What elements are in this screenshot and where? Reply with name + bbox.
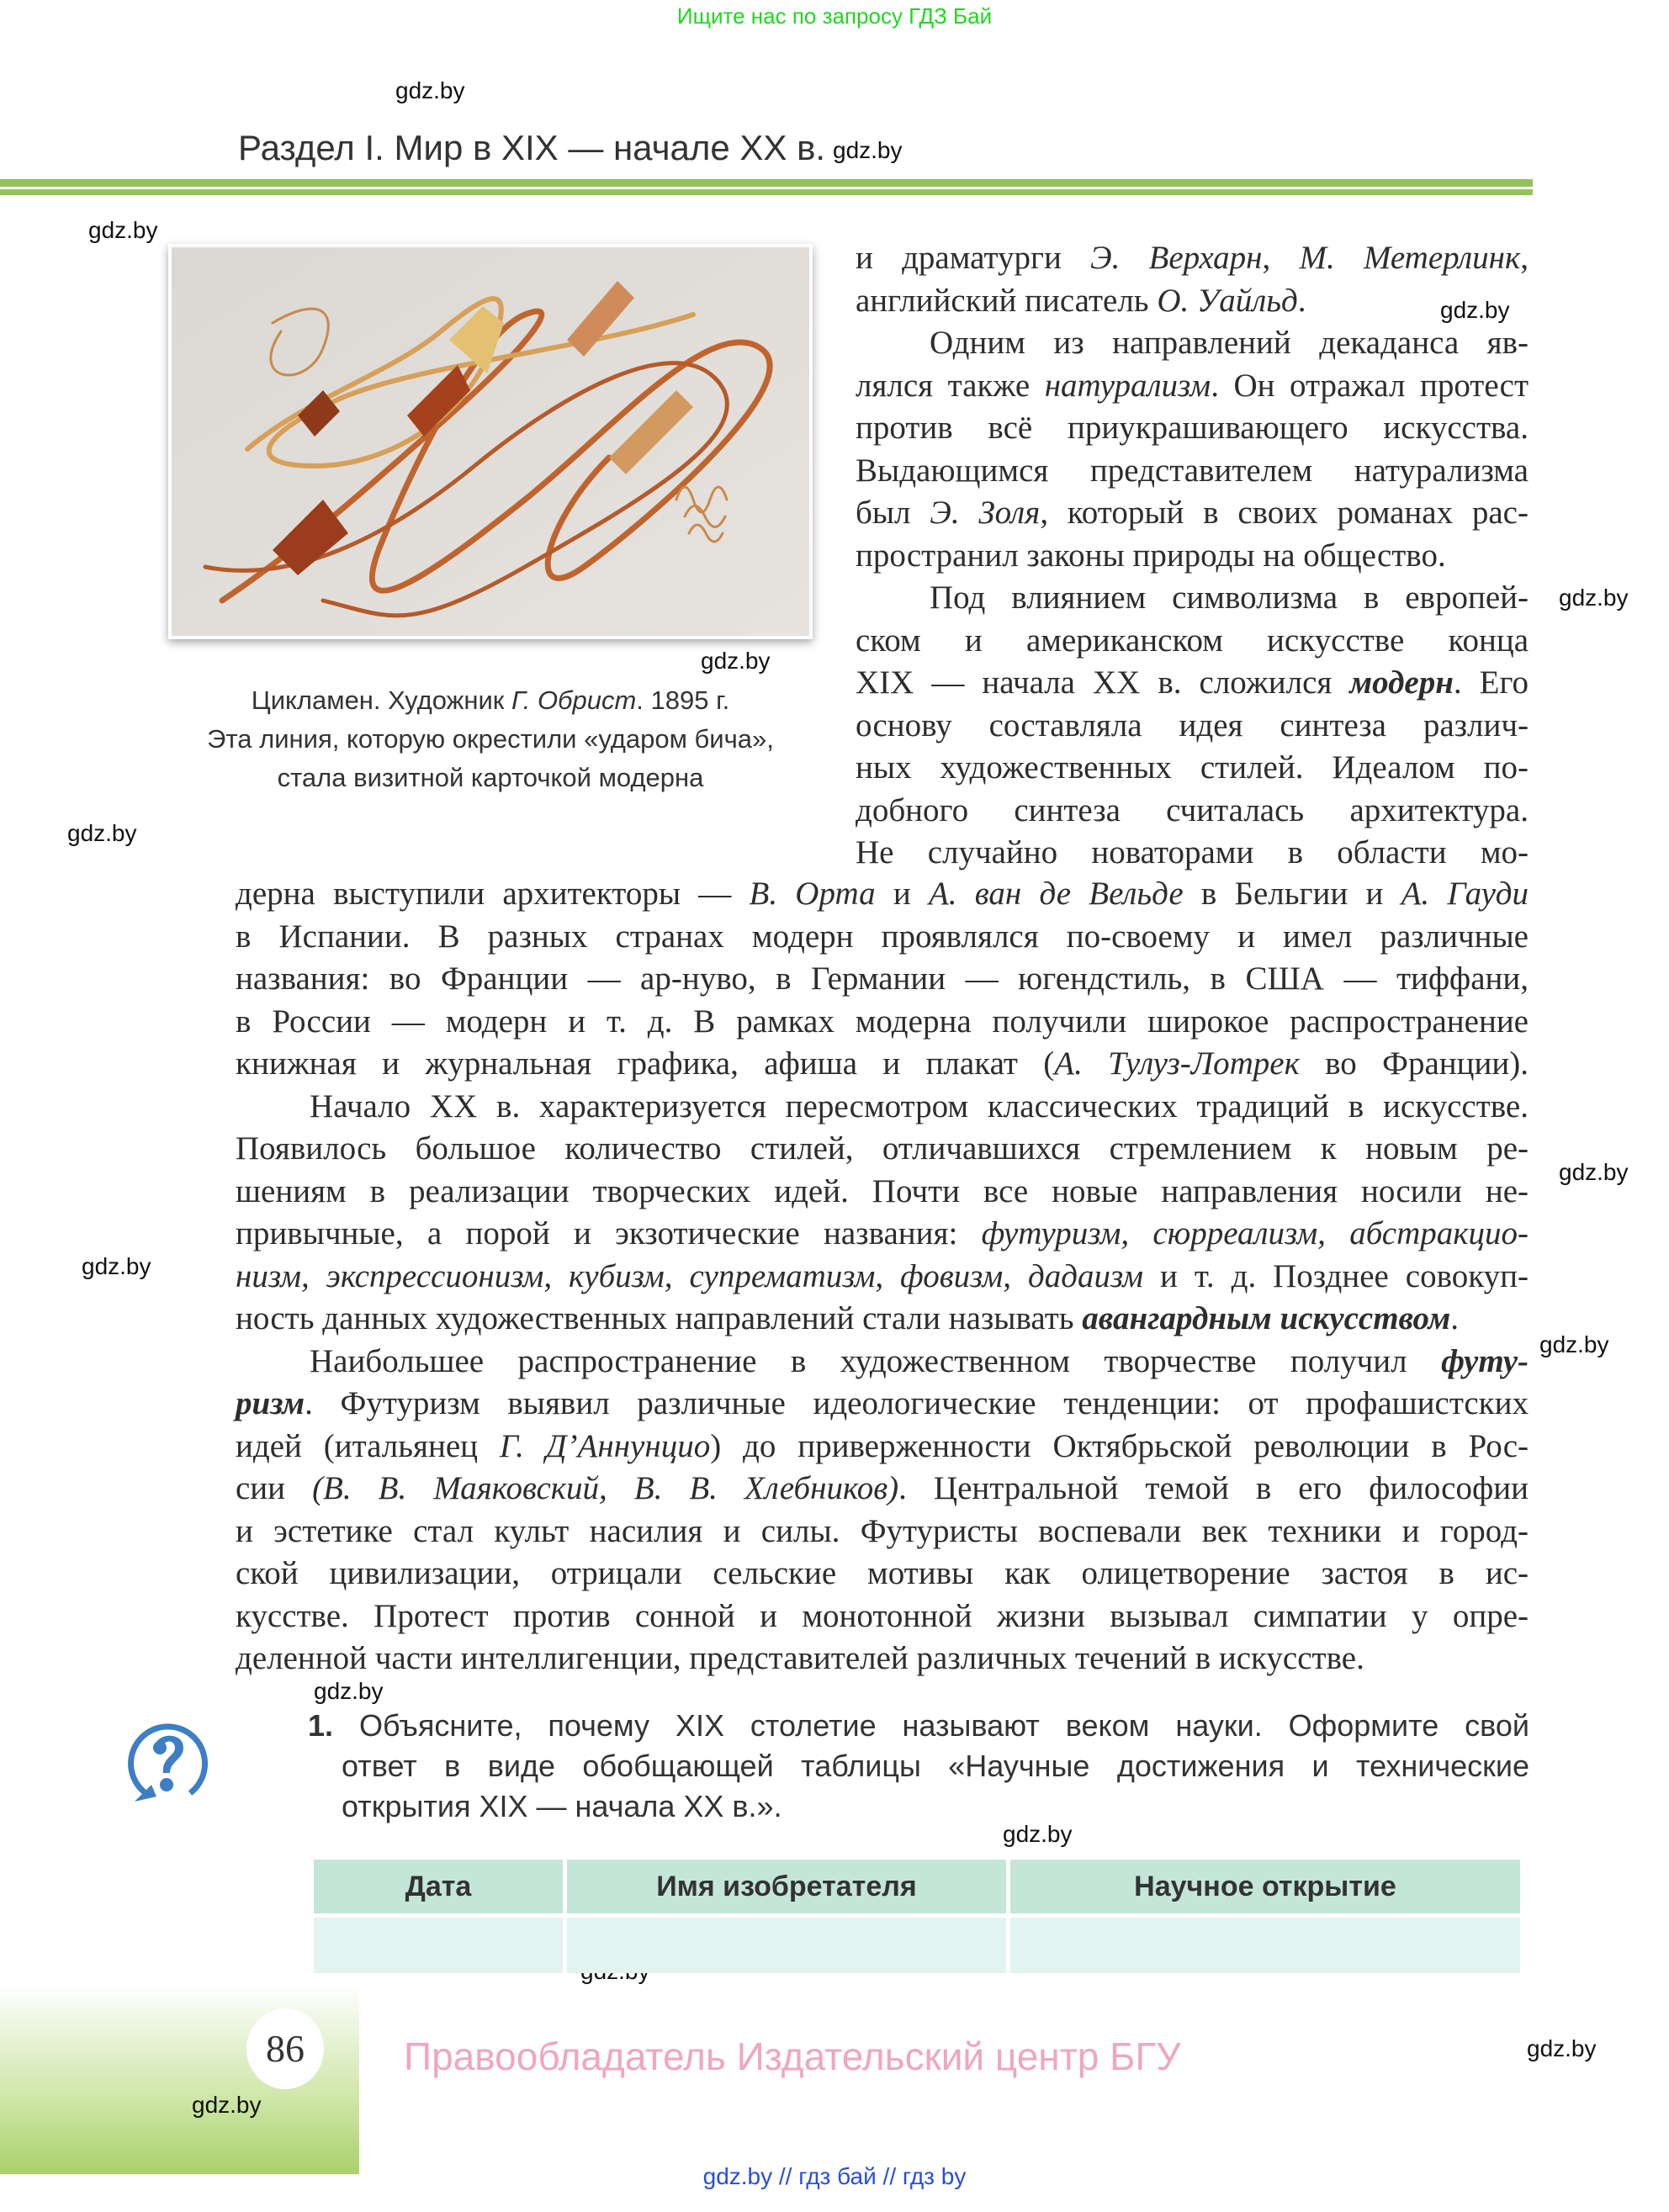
text-line: Выдающимся представителем натурализма xyxy=(856,452,1529,489)
text-line: ных художественных стилей. Идеалом по- xyxy=(856,749,1529,786)
text-line: против всё приукрашивающего искусства. xyxy=(856,410,1529,446)
watermark: gdz.by xyxy=(1559,1159,1629,1185)
text-line: сии (В. В. Маяковский, В. В. Хлебников). Центральной темой в его философии xyxy=(236,1470,1529,1506)
text-line: привычные, а порой и экзотические названия: футуризм, сюрреализм, абстракцио- xyxy=(236,1215,1529,1252)
text-line: ризм. Футуризм выявил различные идеологические тенденции: от профашистских xyxy=(236,1385,1529,1421)
column-header-discovery: Научное открытие xyxy=(1010,1860,1520,1913)
text-line: кусстве. Протест против сонной и монотонной жизни вызывал симпатии у опре- xyxy=(236,1597,1529,1634)
watermark: gdz.by xyxy=(701,648,771,674)
text-line: и драматурги Э. Верхарн, М. Метерлинк, xyxy=(856,240,1529,276)
header-rule xyxy=(0,189,1533,195)
text-line: Под влиянием символизма в европей- xyxy=(930,579,1529,616)
text-line: был Э. Золя, который в своих романах рас- xyxy=(856,495,1529,531)
text-line: Одним из направлений декаданса яв- xyxy=(930,325,1529,361)
section-title: Раздел I. Мир в XIX — начале XX в. xyxy=(238,128,826,167)
task-line: ответ в виде обобщающей таблицы «Научные достижения и технические xyxy=(342,1749,1529,1783)
text-line: ском и американском искусстве конца xyxy=(856,622,1529,659)
copyright-notice: Правообладатель Издательский центр БГУ xyxy=(404,2035,1181,2078)
text-line: идей (итальянец Г. Д’Аннунцио) до приверженности Октябрьской революции в Рос- xyxy=(236,1427,1529,1464)
text-line: в Испании. В разных странах модерн проявлялся по-своему и имел различные xyxy=(236,918,1529,955)
body-text-full-width xyxy=(236,873,1529,1680)
caption-line: Эта линия, которую окрестили «ударом бича», xyxy=(207,724,774,754)
text-line: названия: во Франции — ар-нуво, в Германии — югендстиль, в США — тиффани, xyxy=(236,960,1529,997)
watermark: gdz.by xyxy=(833,137,903,163)
table-cell-discovery[interactable] xyxy=(1010,1918,1520,1973)
text-line: дерна выступили архитекторы — В. Орта и А. ван де Вельде в Бельгии и А. Гауди xyxy=(236,876,1529,912)
text-line: Появилось большое количество стилей, отличавшихся стремлением к новым ре- xyxy=(236,1130,1529,1167)
text-line: лялся также натурализм. Он отражал протест xyxy=(856,367,1529,404)
page-number: 86 xyxy=(246,2008,324,2089)
question-icon xyxy=(123,1714,214,1805)
watermark: gdz.by xyxy=(395,77,465,103)
watermark: gdz.by xyxy=(1559,585,1629,611)
text-line: низм, экспрессионизм, кубизм, супрематизм, фовизм, дадаизм и т. д. Позднее совокуп- xyxy=(236,1257,1529,1294)
text-line: добного синтеза считалась архитектура. xyxy=(856,791,1529,828)
figure-caption xyxy=(168,681,813,797)
watermark: gdz.by xyxy=(88,217,158,243)
task-line: 1. Объясните, почему XIX столетие называют веком науки. Оформите свой xyxy=(308,1708,1529,1743)
watermark: gdz.by xyxy=(192,2092,262,2118)
watermark: gdz.by xyxy=(314,1678,384,1704)
text-line: Не случайно новаторами в области мо- xyxy=(856,834,1529,871)
watermark: gdz.by xyxy=(1003,1821,1073,1847)
text-line: Начало XX в. характеризуется пересмотром классических традиций в искусстве. xyxy=(310,1087,1529,1125)
column-header-date: Дата xyxy=(314,1860,563,1913)
text-line: XIX — начала XX в. сложился модерн. Его xyxy=(856,664,1529,701)
caption-author: Г. Обрист xyxy=(511,685,637,715)
footer-links[interactable]: gdz.by // гдз бай // гдз by xyxy=(702,2163,967,2189)
text-line: Наибольшее распространение в художественном творчестве получил футу- xyxy=(310,1342,1529,1379)
table-cell-date[interactable] xyxy=(314,1918,563,1973)
text-line: ность данных художественных направлений стали называть авангардным искусством. xyxy=(236,1300,1459,1336)
text-line: книжная и журнальная графика, афиша и плакат (А. Тулуз-Лотрек во Франции). xyxy=(236,1045,1529,1082)
text-line: шениям в реализации творческих идей. Почти все новые направления носили не- xyxy=(236,1172,1529,1209)
task-number: 1. xyxy=(308,1708,334,1743)
watermark: gdz.by xyxy=(1527,2035,1597,2061)
text-line: деленной части интеллигенции, представителей различных течений в искусстве. xyxy=(236,1640,1364,1676)
watermark: gdz.by xyxy=(67,820,137,846)
task-question-1 xyxy=(308,1706,1529,1827)
table-cell-inventor[interactable] xyxy=(567,1918,1006,1973)
task-line: открытия XIX — начала XX в.». xyxy=(342,1789,782,1823)
text-line: пространил законы природы на общество. xyxy=(856,537,1446,574)
text-line: английский писатель О. Уайльд. xyxy=(856,282,1306,319)
text-line: ской цивилизации, отрицали сельские мотивы как олицетворение застоя в ис- xyxy=(236,1555,1529,1591)
text-line: в России — модерн и т. д. В рамках модерна получили широкое распространение xyxy=(236,1003,1529,1040)
watermark: gdz.by xyxy=(1539,1331,1609,1357)
artwork-image xyxy=(168,244,813,639)
caption-line: стала визитной карточкой модерна xyxy=(277,763,704,792)
column-header-inventor: Имя изобретателя xyxy=(567,1860,1006,1913)
cyclamen-artwork-icon xyxy=(172,247,809,636)
text-line: основу составляла идея синтеза различ- xyxy=(856,706,1529,744)
caption-line: Цикламен. Художник Г. Обрист. 1895 г. xyxy=(251,685,730,715)
table-row xyxy=(314,1918,1520,1973)
search-banner: Ищите нас по запросу ГДЗ Бай xyxy=(676,3,993,29)
text-line: и эстетике стал культ насилия и силы. Футуристы воспевали век техники и город- xyxy=(236,1512,1529,1549)
answer-table xyxy=(310,1855,1524,1977)
watermark: gdz.by xyxy=(1440,297,1510,323)
watermark: gdz.by xyxy=(82,1253,151,1279)
body-text-right-column xyxy=(856,237,1529,875)
table-header-row xyxy=(314,1860,1520,1913)
header-rule xyxy=(0,179,1533,187)
